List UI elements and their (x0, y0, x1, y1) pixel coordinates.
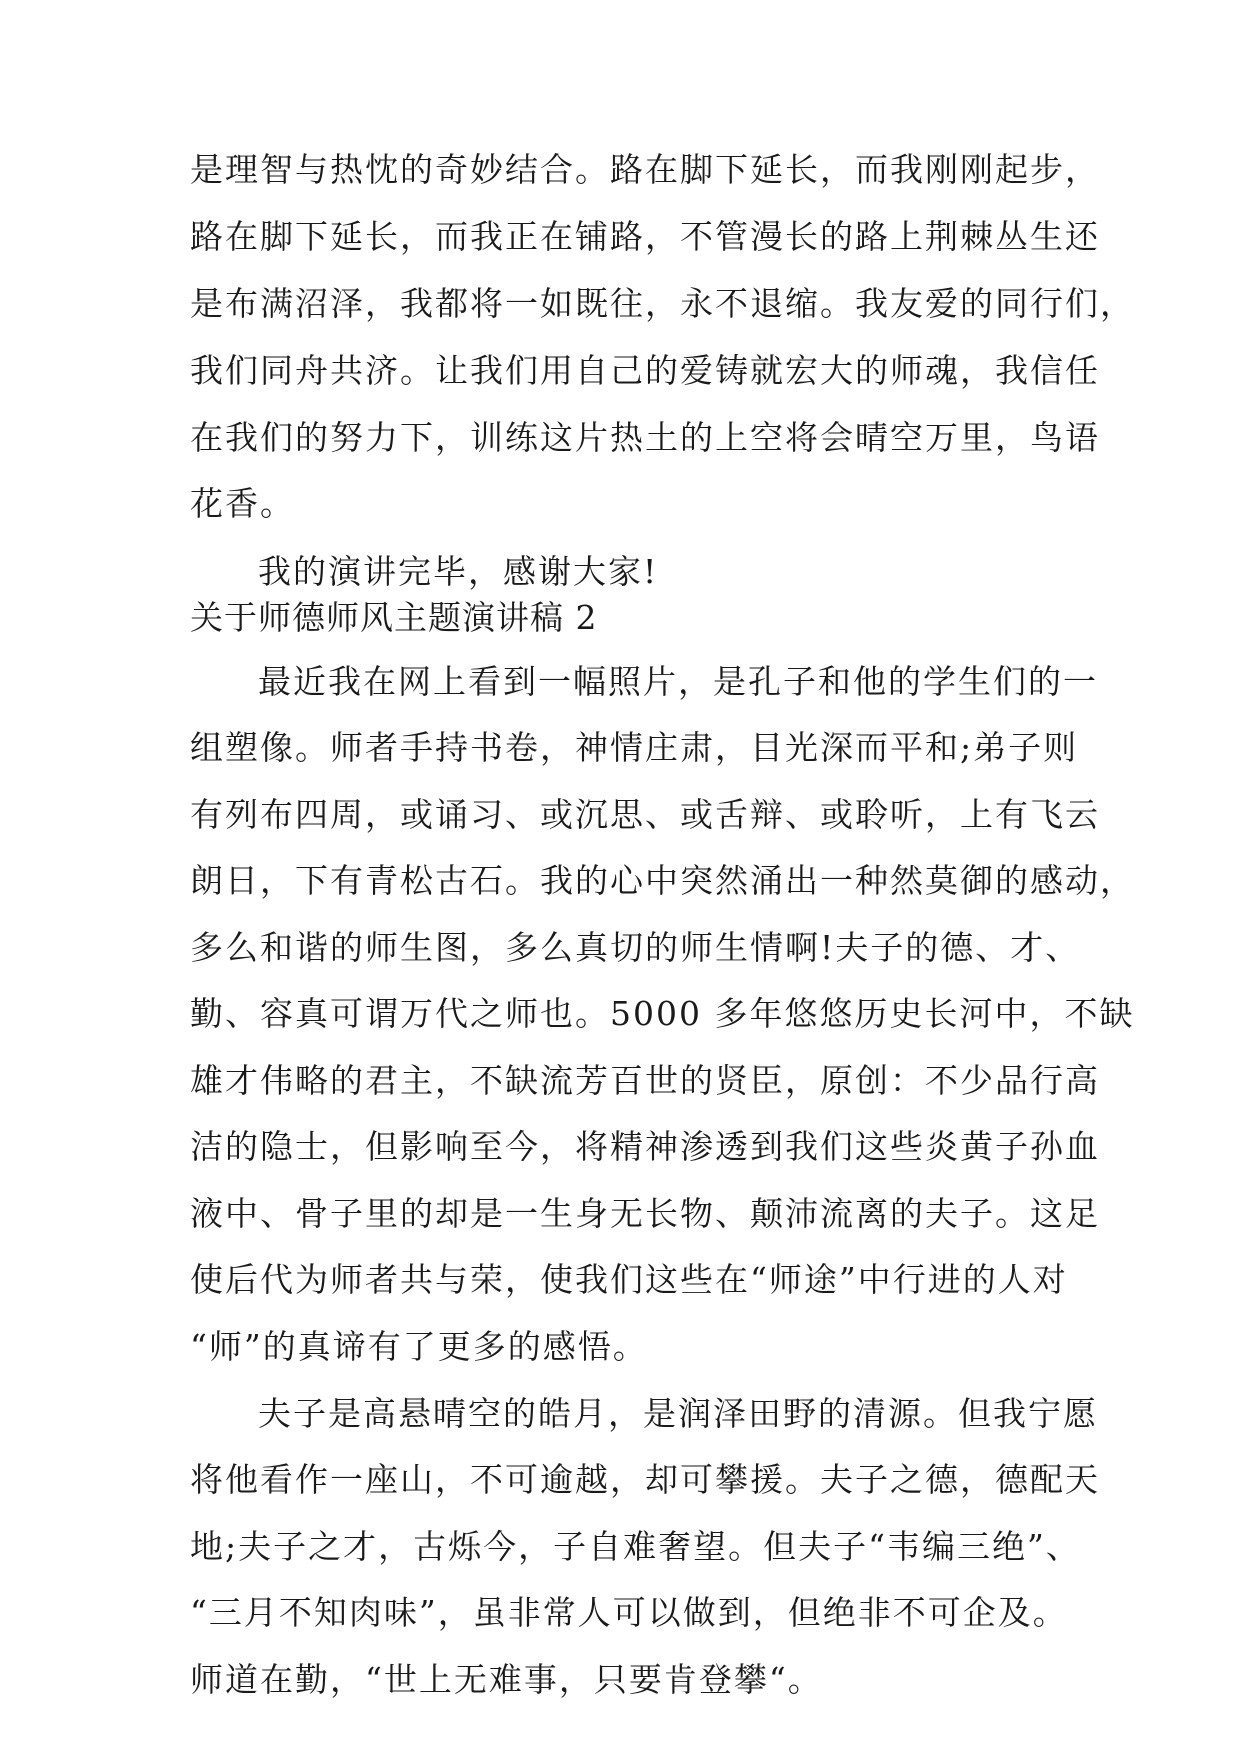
text-line: 组塑像。师者手持书卷，神情庄肃，目光深而平和;弟子则 (190, 728, 1079, 767)
text-line: 夫子是高悬晴空的皓月，是润泽田野的清源。但我宁愿 (258, 1394, 1098, 1433)
closing-remark: 我的演讲完毕，感谢大家! (258, 552, 659, 591)
text-line: 有列布四周，或诵习、或沉思、或舌辩、或聆听，上有飞云 (190, 795, 1100, 834)
text-line: 洁的隐士，但影响至今，将精神渗透到我们这些炎黄子孙血 (190, 1127, 1100, 1166)
text-line: 是布满沼泽，我都将一如既往，永不退缩。我友爱的同行们， (190, 284, 1135, 323)
text-line: 使后代为师者共与荣，使我们这些在“师途”中行进的人对 (190, 1260, 1068, 1299)
text-line: “师”的真谛有了更多的感悟。 (190, 1327, 648, 1366)
text-line: 多么和谐的师生图，多么真切的师生情啊!夫子的德、才、 (190, 928, 1081, 967)
text-line: 是理智与热忱的奇妙结合。路在脚下延长，而我刚刚起步， (190, 150, 1100, 189)
text-line: 路在脚下延长，而我正在铺路，不管漫长的路上荆棘丛生还 (190, 217, 1100, 256)
text-line: 师道在勤，“世上无难事，只要肯登攀“。 (190, 1660, 823, 1699)
text-line: 最近我在网上看到一幅照片，是孔子和他的学生们的一 (258, 662, 1098, 701)
text-line: 将他看作一座山，不可逾越，却可攀援。夫子之德，德配天 (190, 1460, 1100, 1499)
text-line: 液中、骨子里的却是一生身无长物、颠沛流离的夫子。这足 (190, 1194, 1100, 1233)
text-line: 地;夫子之才，古烁今，子自难奢望。但夫子“韦编三绝”、 (190, 1527, 1081, 1566)
text-line: 花香。 (190, 484, 295, 523)
text-line: 在我们的努力下，训练这片热土的上空将会晴空万里，鸟语 (190, 418, 1100, 457)
text-line: 雄才伟略的君主，不缺流芳百世的贤臣，原创：不少品行高 (190, 1061, 1100, 1100)
text-line: 朗日，下有青松古石。我的心中突然涌出一种然莫御的感动， (190, 861, 1135, 900)
text-line: 勤、容真可谓万代之师也。5000 多年悠悠历史长河中，不缺 (190, 994, 1135, 1033)
text-line: “三月不知肉味”，虽非常人可以做到，但绝非不可企及。 (190, 1593, 1068, 1632)
text-line: 我们同舟共济。让我们用自己的爱铸就宏大的师魂，我信任 (190, 351, 1100, 390)
section-title: 关于师德师风主题演讲稿 2 (190, 598, 598, 637)
